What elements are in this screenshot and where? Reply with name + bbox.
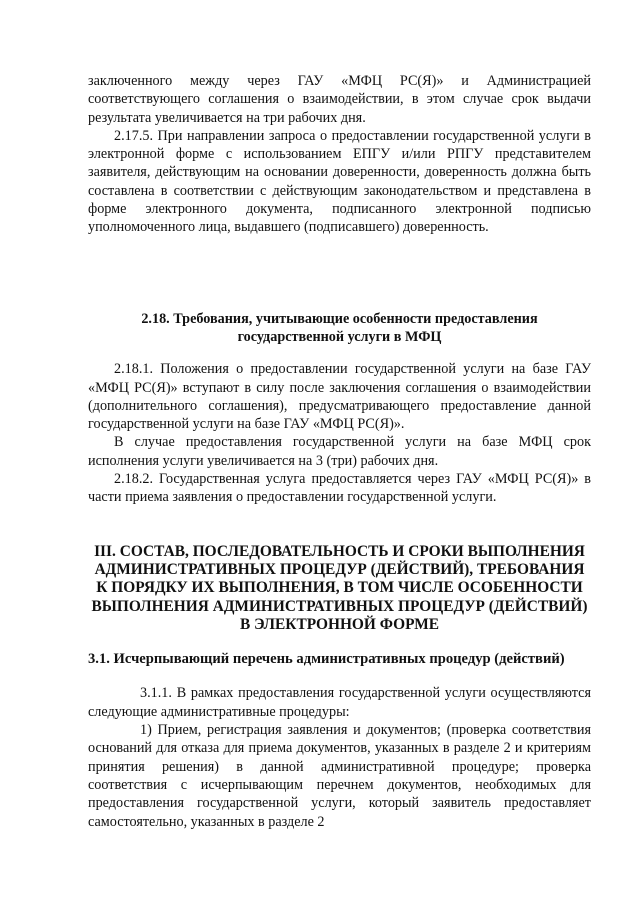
paragraph-2-17-5: 2.17.5. При направлении запроса о предоставлении государственной услуги в электронной форме с использованием ЕПГУ и/или РПГУ представителем заявителя, действующим на основании доверенности, доверенность должна быть составлена в соответствии с действующим законодательством и представлена в форме электронного документа, подписанного электронной подписью уполномоченного лица, выдавшего (подписавшего) доверенность.: [88, 127, 591, 236]
paragraph-3-1-1: 3.1.1. В рамках предоставления государственной услуги осуществляются следующие административные процедуры:: [88, 685, 591, 720]
paragraph-2-18-2: 2.18.2. Государственная услуга предоставляется через ГАУ «МФЦ РС(Я)» в части приема заявления о предоставлении государственной услуги.: [88, 471, 591, 506]
section-3-heading: III. СОСТАВ, ПОСЛЕДОВАТЕЛЬНОСТЬ И СРОКИ ВЫПОЛНЕНИЯ АДМИНИСТРАТИВНЫХ ПРОЦЕДУР (ДЕЙСТВИЙ), ТРЕБОВАНИЯ К ПОРЯДКУ ИХ ВЫПОЛНЕНИЯ, В ТОМ ЧИСЛЕ ОСОБЕННОСТИ ВЫПОЛНЕНИЯ АДМИНИСТРАТИВНЫХ ПРОЦЕДУР (ДЕЙСТВИЙ) В ЭЛЕКТРОННОЙ ФОРМЕ: [91, 542, 588, 633]
list-item-1: 1) Прием, регистрация заявления и документов; (проверка соответствия оснований для отказа для приема документов, указанных в разделе 2 и критериям принятия решения) в данной административной процедуре; проверка соответствия с исчерпывающим перечнем документов, необходимых для предоставления государственной услуги, который заявитель предоставляет самостоятельно, указанных в разделе 2: [88, 722, 591, 830]
paragraph-2-18-1: 2.18.1. Положения о предоставлении государственной услуги на базе ГАУ «МФЦ РС(Я)» вступают в силу после заключения соглашения о взаимодействии (дополнительного соглашения), предусматривающего предоставление данной государственной услуги на базе ГАУ «МФЦ РС(Я)».: [88, 361, 591, 433]
spacer: [88, 346, 591, 360]
spacer: [88, 668, 591, 684]
paragraph-mfc-term: В случае предоставления государственной услуги на базе МФЦ срок исполнения услуги увеличивается на 3 (три) рабочих дня.: [88, 434, 591, 469]
paragraph-continuation: заключенного между через ГАУ «МФЦ РС(Я)» и Администрацией соответствующего соглашения о взаимодействии, в этом случае срок выдачи результата увеличивается на три рабочих дня.: [88, 73, 591, 126]
section-3-1-heading: 3.1. Исчерпывающий перечень административных процедур (действий): [88, 651, 565, 668]
spacer: [88, 634, 591, 650]
section-2-18-heading: 2.18. Требования, учитывающие особенности предоставления государственной услуги в МФЦ: [141, 310, 538, 345]
spacer: [88, 237, 591, 310]
spacer: [88, 507, 591, 543]
